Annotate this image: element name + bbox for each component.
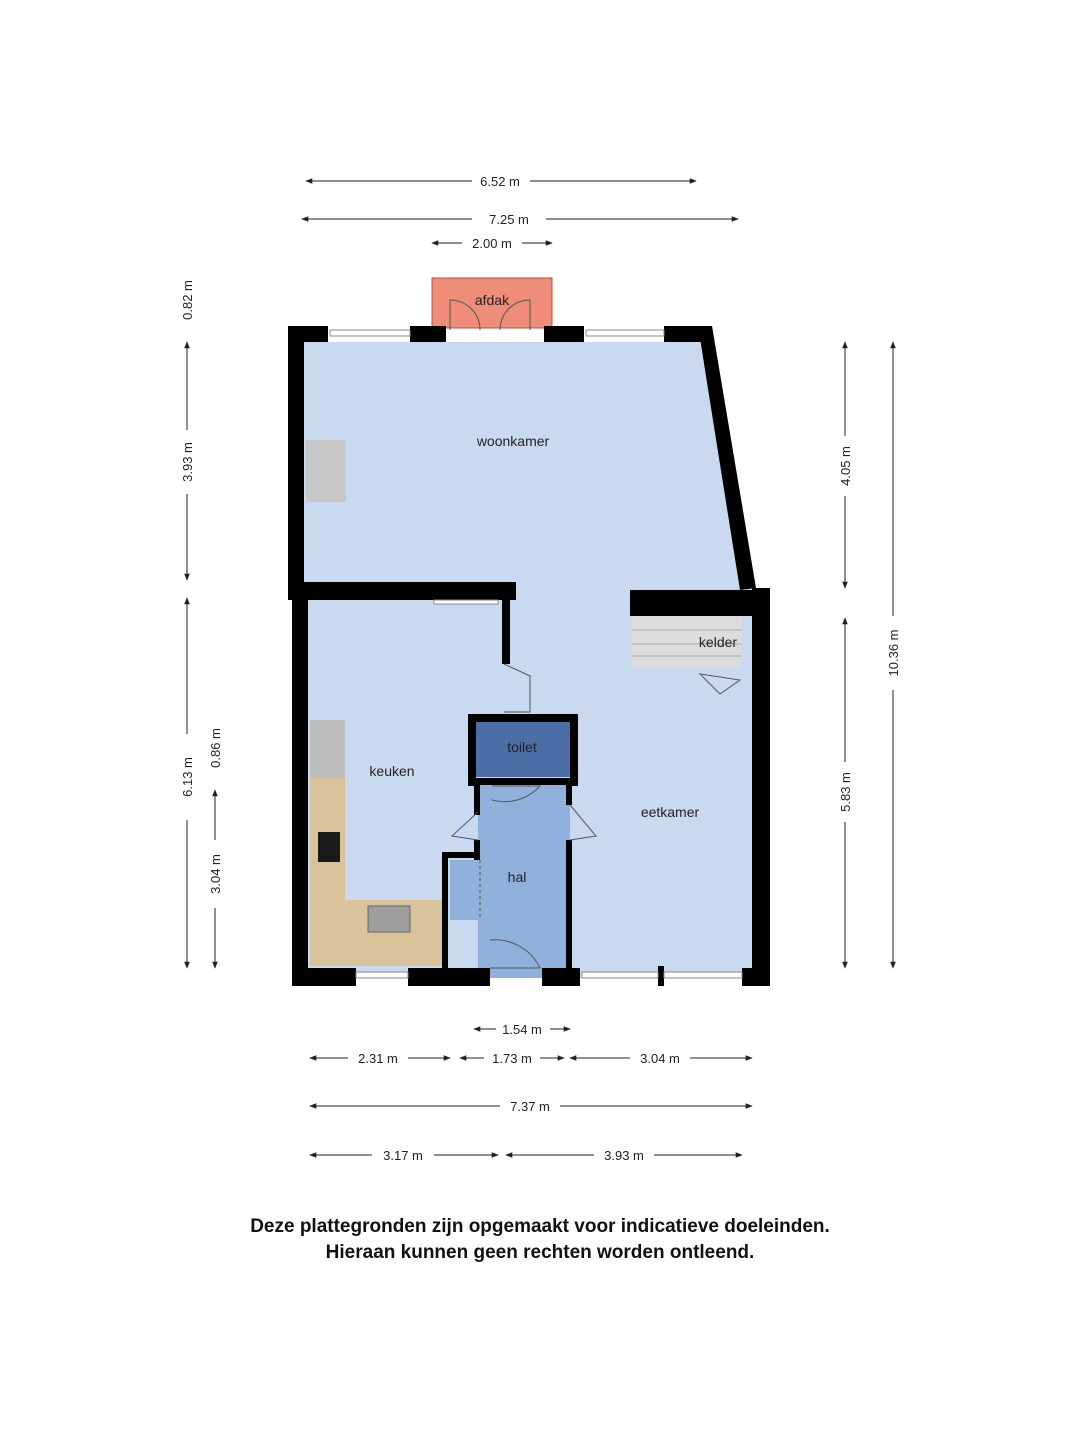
wall-toilet-right <box>570 714 578 786</box>
dim-bottom-eetkamer: 3.04 m <box>640 1051 680 1066</box>
window-top-2 <box>586 330 664 336</box>
wall-top-left <box>288 326 328 342</box>
dim-left-lower: 6.13 m <box>180 757 195 797</box>
wall-closet-left <box>442 852 448 968</box>
room-label-hal: hal <box>507 869 527 885</box>
dim-top-afdak: 2.00 m <box>472 236 512 251</box>
wall-kelder-top <box>630 590 756 616</box>
room-label-toilet: toilet <box>507 739 537 755</box>
wall-left-lower <box>292 598 308 986</box>
window-bottom-2 <box>582 972 658 978</box>
wall-toilet-top <box>468 714 576 722</box>
wall-hal-left-lower <box>474 840 480 860</box>
dim-bottom-hal: 1.54 m <box>502 1022 542 1037</box>
room-label-eetkamer: eetkamer <box>640 804 700 820</box>
wall-toilet-bottom <box>468 778 578 785</box>
disclaimer-line-2: Hieraan kunnen geen rechten worden ontleend. <box>325 1242 755 1263</box>
wall-bottom-left <box>292 968 356 986</box>
sink <box>368 906 410 932</box>
disclaimer-line-1: Deze plattegronden zijn opgemaakt voor indicatieve doeleinden. <box>250 1216 830 1237</box>
dim-top-total: 7.25 m <box>489 212 529 227</box>
dim-bottom-mid: 1.73 m <box>492 1051 532 1066</box>
wall-hal-left <box>474 785 480 815</box>
wall-top-mid1 <box>410 326 446 342</box>
floor-areas <box>304 278 754 978</box>
dim-right-lower: 5.83 m <box>838 772 853 812</box>
dim-left-woonkamer: 3.93 m <box>180 442 195 482</box>
wall-toilet-left <box>468 714 476 786</box>
window-top-1 <box>330 330 410 336</box>
wall-keuken-hal <box>502 600 510 664</box>
kitchen-cabinet-top <box>310 720 345 778</box>
room-label-afdak: afdak <box>474 292 510 308</box>
window-bottom-3 <box>664 972 742 978</box>
window-keuken-top <box>434 600 498 604</box>
wall-right-lower <box>752 588 770 986</box>
wall-hal-right <box>566 785 572 805</box>
dim-left-keuken: 3.04 m <box>208 854 223 894</box>
dim-left-afdak: 0.82 m <box>180 280 195 320</box>
room-label-kelder: kelder <box>698 634 738 650</box>
wall-bottom-mid2 <box>542 968 580 986</box>
dim-right-total: 10.36 m <box>886 629 901 677</box>
dim-top-outer: 6.52 m <box>480 174 520 189</box>
wall-bottom-pillar <box>658 966 664 986</box>
dim-right-upper: 4.05 m <box>838 446 853 486</box>
cooktop <box>318 832 340 862</box>
wall-left-upper <box>288 326 304 598</box>
wall-bottom-mid <box>408 968 490 986</box>
room-label-woonkamer: woonkamer <box>476 433 550 449</box>
wall-bottom-right <box>742 968 770 986</box>
room-label-keuken: keuken <box>369 763 415 779</box>
wall-woonkamer-keuken <box>288 582 516 600</box>
dim-bottom-total: 7.37 m <box>510 1099 550 1114</box>
window-bottom-1 <box>356 972 408 978</box>
dim-left-small: 0.86 m <box>208 728 223 768</box>
dim-bottom-right: 3.93 m <box>604 1148 644 1163</box>
wall-hal-right-lower <box>566 840 572 968</box>
dim-bottom-left: 3.17 m <box>383 1148 423 1163</box>
hal-closet-floor <box>450 860 480 920</box>
dim-bottom-keuken: 2.31 m <box>358 1051 398 1066</box>
wall-top-mid2 <box>544 326 584 342</box>
furniture-block <box>306 440 346 502</box>
